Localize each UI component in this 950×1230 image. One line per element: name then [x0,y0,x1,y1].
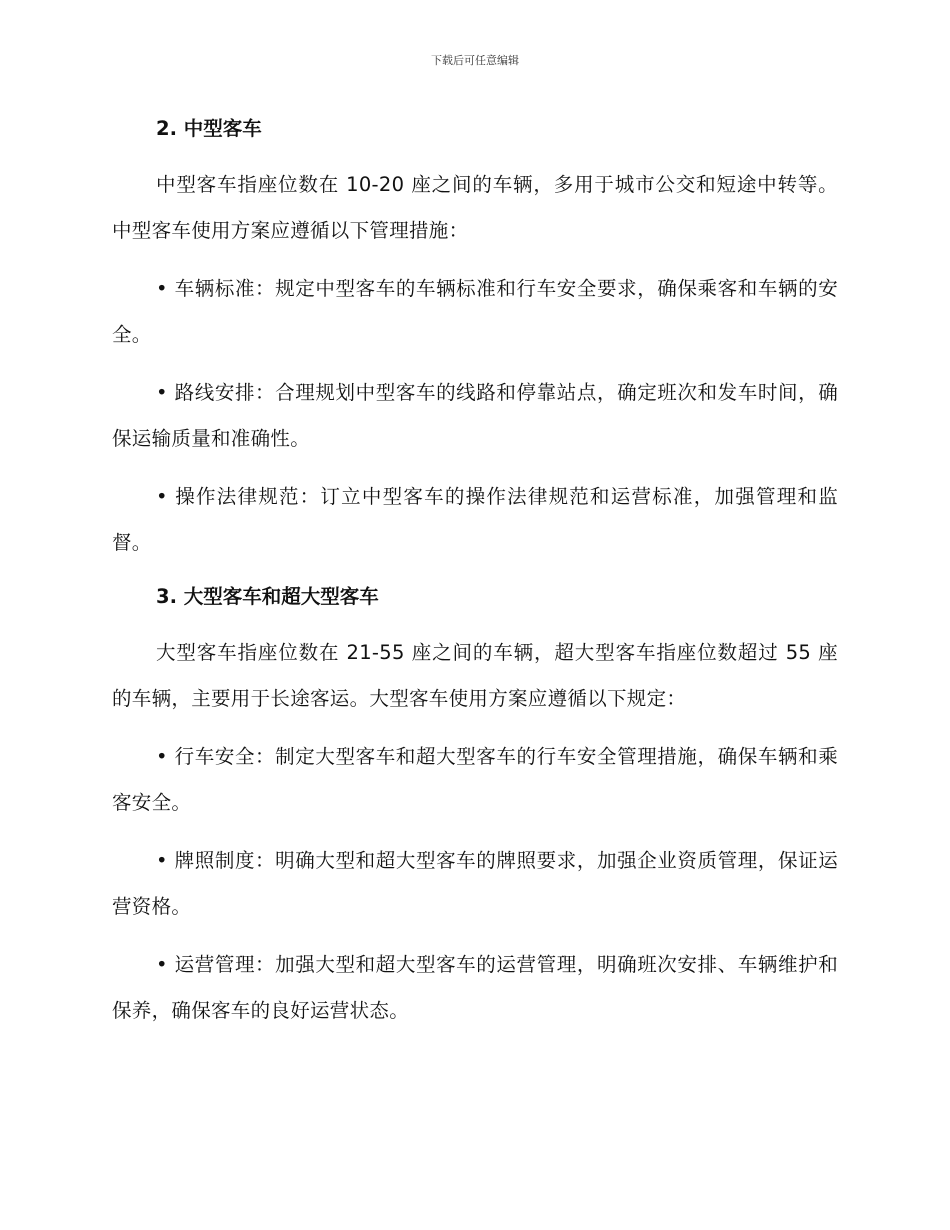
list-item: • 牌照制度：明确大型和超大型客车的牌照要求，加强企业资质管理，保证运营资格。 [112,849,838,918]
page-header: 下载后可任意编辑 [431,54,519,67]
list-item: • 操作法律规范：订立中型客车的操作法律规范和运营标准，加强管理和监督。 [112,485,838,554]
list-item: • 运营管理：加强大型和超大型客车的运营管理，明确班次安排、车辆维护和保养，确保客车的良好运营状态。 [112,953,838,1022]
section-heading: 3. 大型客车和超大型客车 [156,585,379,608]
section-heading: 2. 中型客车 [156,117,262,140]
list-item: • 行车安全：制定大型客车和超大型客车的行车安全管理措施，确保车辆和乘客安全。 [112,745,838,814]
document-body [112,108,838,1034]
section-intro: 中型客车指座位数在 10-20 座之间的车辆，多用于城市公交和短途中转等。中型客车使用方案应遵循以下管理措施： [112,173,838,242]
section-intro: 大型客车指座位数在 21-55 座之间的车辆，超大型客车指座位数超过 55 座的车辆，主要用于长途客运。大型客车使用方案应遵循以下规定： [112,641,838,710]
list-item: • 路线安排：合理规划中型客车的线路和停靠站点，确定班次和发车时间，确保运输质量和准确性。 [112,381,838,450]
list-item: • 车辆标准：规定中型客车的车辆标准和行车安全要求，确保乘客和车辆的安全。 [112,277,838,346]
